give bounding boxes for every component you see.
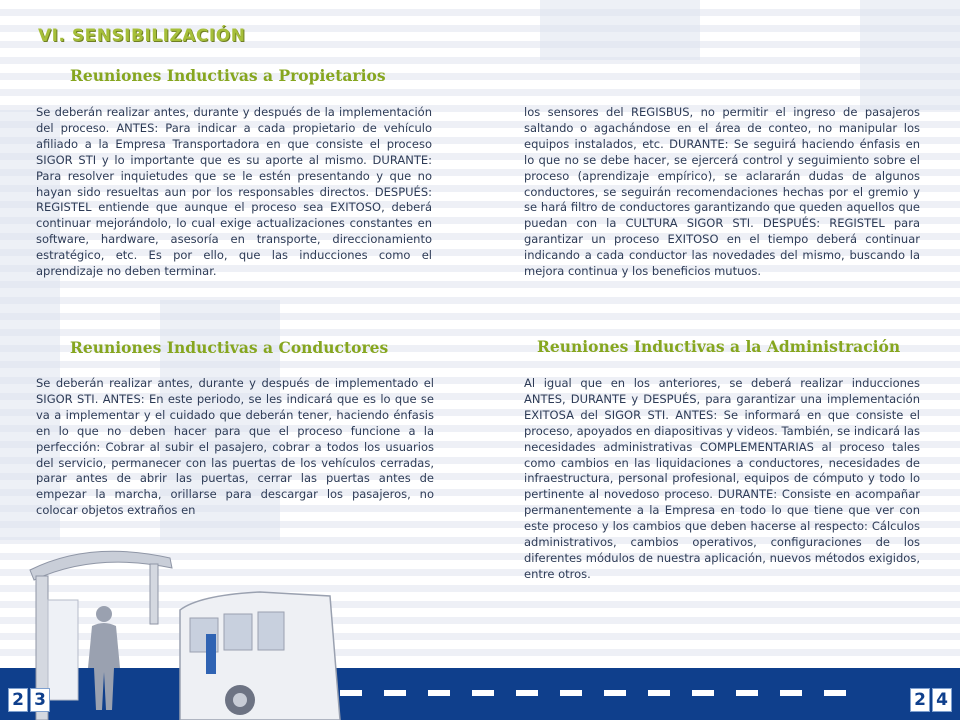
paragraph-administracion: Al igual que en los anteriores, se deberá realizar inducciones ANTES, DURANTE y DESPUÉS, para garantizar una implementación EXITOSA del SIGOR STI. ANTES: Se informará en que consiste el proceso, apoyados en diapositivas y videos. También, se indicará las necesidades administrativas COMPLEMENTARIAS al proceso tales como cambios en las liquidaciones a conductores, necesidades de infraestructura, personal profesional, equipos de cómputo y todo lo pertinente al novedoso proceso. DURANTE: Consiste en acompañar permanentemente a la Empresa en todo lo que tiene que ver con este proceso y los cambios que deben hacerse al respecto: Cálculos administrativos, cambios operativos, configuraciones de los diferentes módulos de nuestra aplicación, nuevos métodos exigidos, entre otros. <box>524 376 920 581</box>
subtitle-administracion: Reuniones Inductivas a la Administración <box>537 337 901 356</box>
page-number-left <box>8 688 50 712</box>
page-digit: 2 <box>910 688 930 712</box>
section-title: VI. SENSIBILIZACIÓN <box>38 26 246 46</box>
page-number-right <box>910 688 952 712</box>
paragraph-propietarios: Se deberán realizar antes, durante y después de la implementación del proceso. ANTES: Para indicar a cada propietario de vehículo afiliado a la Empresa Transportadora en que consiste el proceso SIGOR STI y lo importante que es su aporte al mismo. DURANTE: Para resolver inquietudes que se le estén presentando y que no hayan sido resueltas aun por los responsables directos. DESPUÉS: REGISTEL entiende que aunque el proceso sea EXITOSO, deberá continuar mejorándolo, lo cual exige actualizaciones constantes en software, hardware, asesoría en transporte, direccionamiento estratégico, etc. Es por ello, que las inducciones como el aprendizaje no deben terminar. <box>36 105 432 279</box>
page-digit: 3 <box>30 688 50 712</box>
subtitle-conductores: Reuniones Inductivas a Conductores <box>70 338 389 357</box>
page-digit: 2 <box>8 688 28 712</box>
paragraph-continuacion: los sensores del REGISBUS, no permitir el ingreso de pasajeros saltando o agachándose en el área de conteo, no manipular los equipos instalados, etc. DURANTE: Se seguirá haciendo énfasis en lo que no se debe hacer, se ejercerá control y seguimiento sobre el proceso (aprendizaje empírico), se aclararán dudas de algunos conductores, se seguirán recomendaciones hechas por el gremio y se hará filtro de conductores garantizando que queden aquellos que puedan con la CULTURA SIGOR STI. DESPUÉS: REGISTEL para garantizar un proceso EXITOSO en el tiempo deberá continuar indicando a cada conductor las novedades del mismo, buscando la mejora continua y los beneficios mutuos. <box>524 105 920 279</box>
background-block <box>860 0 960 110</box>
bus-illustration <box>180 592 340 720</box>
paragraph-conductores: Se deberán realizar antes, durante y después de implementado el SIGOR STI. ANTES: En este periodo, se les indicará que es lo que se va a implementar y el cuidado que deberán tener, haciendo énfasis en lo que no deben hacer para que el proceso funcione a la perfección: Cobrar al subir el pasajero, cobrar a todos los usuarios del servicio, permanecer con las puertas de los vehículos cerradas, parar antes de abrir las puertas, cerrar las puertas antes de empezar la marcha, orillarse para descargar los pasajeros, no colocar objetos extraños en <box>36 376 434 518</box>
person-silhouette <box>88 606 120 710</box>
subtitle-propietarios: Reuniones Inductivas a Propietarios <box>70 66 386 85</box>
footer-dashes <box>340 690 846 696</box>
background-block <box>540 0 700 60</box>
page-digit: 4 <box>932 688 952 712</box>
